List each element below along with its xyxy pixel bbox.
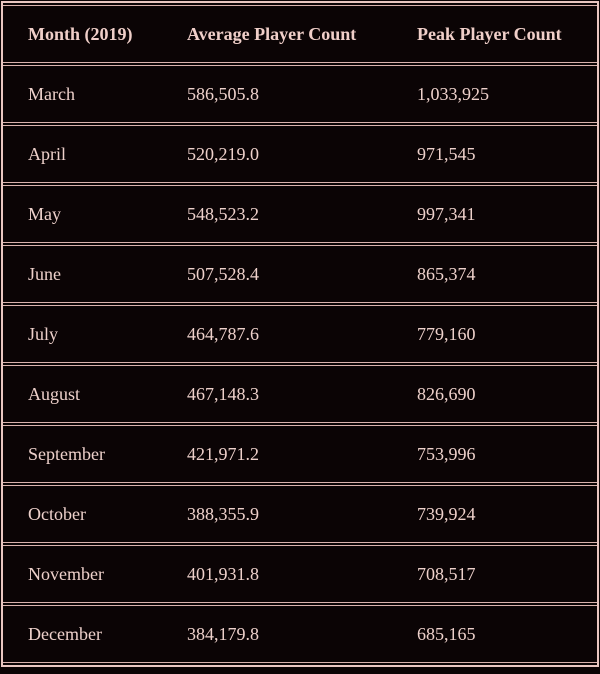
header-row (3, 5, 597, 63)
average-cell: 388,355.9 (187, 485, 417, 543)
table-row (3, 365, 597, 423)
table-row (3, 485, 597, 543)
peak-cell: 865,374 (417, 245, 597, 303)
month-cell: October (3, 485, 187, 543)
peak-cell: 708,517 (417, 545, 597, 603)
month-cell: June (3, 245, 187, 303)
table-row (3, 545, 597, 603)
peak-cell: 997,341 (417, 185, 597, 243)
column-header-average: Average Player Count (187, 5, 417, 63)
table-header (3, 5, 597, 63)
player-count-table (1, 1, 599, 667)
peak-cell: 685,165 (417, 605, 597, 663)
average-cell: 507,528.4 (187, 245, 417, 303)
table-body (3, 65, 597, 663)
table-row (3, 245, 597, 303)
average-cell: 548,523.2 (187, 185, 417, 243)
table-row (3, 185, 597, 243)
peak-cell: 779,160 (417, 305, 597, 363)
peak-cell: 1,033,925 (417, 65, 597, 123)
table-row (3, 125, 597, 183)
month-cell: March (3, 65, 187, 123)
average-cell: 464,787.6 (187, 305, 417, 363)
average-cell: 421,971.2 (187, 425, 417, 483)
month-cell: July (3, 305, 187, 363)
peak-cell: 826,690 (417, 365, 597, 423)
peak-cell: 971,545 (417, 125, 597, 183)
average-cell: 384,179.8 (187, 605, 417, 663)
peak-cell: 739,924 (417, 485, 597, 543)
table-row (3, 305, 597, 363)
average-cell: 401,931.8 (187, 545, 417, 603)
month-cell: September (3, 425, 187, 483)
average-cell: 586,505.8 (187, 65, 417, 123)
month-cell: November (3, 545, 187, 603)
month-cell: April (3, 125, 187, 183)
month-cell: May (3, 185, 187, 243)
average-cell: 520,219.0 (187, 125, 417, 183)
month-cell: December (3, 605, 187, 663)
table-row (3, 65, 597, 123)
average-cell: 467,148.3 (187, 365, 417, 423)
column-header-month: Month (2019) (3, 5, 187, 63)
peak-cell: 753,996 (417, 425, 597, 483)
month-cell: August (3, 365, 187, 423)
table-row (3, 425, 597, 483)
table-row (3, 605, 597, 663)
column-header-peak: Peak Player Count (417, 5, 597, 63)
